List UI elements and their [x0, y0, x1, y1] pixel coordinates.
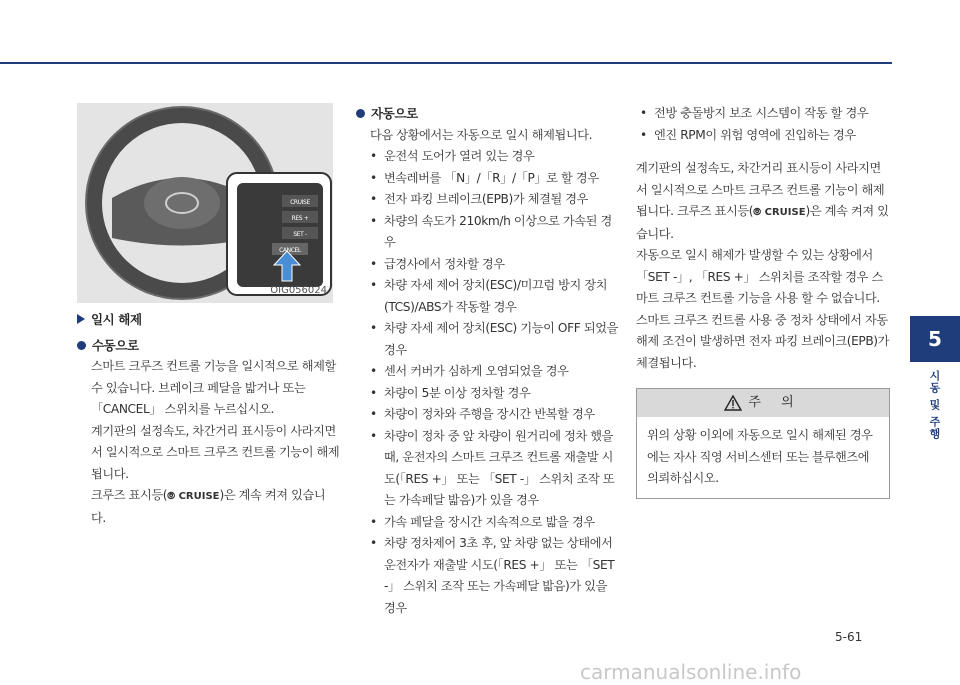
auto-heading-text: 자동으로	[371, 106, 418, 121]
section-title	[77, 309, 340, 331]
list-item: • 차량 자세 제어 장치(ESC) 기능이 OFF 되었을 경우	[370, 318, 620, 361]
figure-label-set: SET -	[293, 231, 307, 238]
bullet-dot-icon	[356, 109, 365, 118]
header-rule	[0, 62, 892, 64]
manual-paragraph-2: 계기판의 설정속도, 차간거리 표시등이 사라지면서 일시적으로 스마트 크루즈 컨트롤 기능이 해제됩니다.	[91, 423, 340, 481]
cruise-icon-label: CRUISE	[764, 207, 806, 218]
caution-title: 주 의	[748, 395, 802, 411]
manual-heading	[77, 335, 340, 357]
list-item: • 전방 충돌방지 보조 시스템이 작동 할 경우	[640, 103, 890, 125]
list-item: • 차량이 정차 중 앞 차량이 원거리에 정차 했을 때, 운전자의 스마트 크루즈 컨트롤 재출발 시도(「RES +」 또는 「SET -」 스위치 조작 또는 가속페달 밟음)가 있을 경우	[370, 426, 620, 512]
chapter-tab	[910, 316, 960, 362]
steering-wheel-figure	[77, 103, 333, 303]
warning-triangle-icon	[724, 395, 742, 411]
figure-label-cancel: CANCEL	[279, 247, 301, 254]
auto-conditions-list	[356, 146, 620, 619]
caution-header	[637, 389, 889, 417]
cruise-indicator-icon: ⦾ CRUISE	[167, 491, 220, 502]
figure-caption: OIG056024	[270, 284, 327, 296]
list-item: • 차량이 5분 이상 정차할 경우	[370, 383, 620, 405]
list-item: • 차량의 속도가 210km/h 이상으로 가속된 경우	[370, 211, 620, 254]
auto-intro: 다음 상황에서는 자동으로 일시 해제됩니다.	[370, 127, 593, 142]
after-paragraph-2: 자동으로 일시 해제가 발생할 수 있는 상황에서 「SET -」, 「RES +」 스위치를 조작할 경우 스마트 크루즈 컨트롤 기능을 사용 할 수 없습니다.	[636, 248, 883, 305]
bullet-dot-icon	[77, 341, 86, 350]
manual-paragraph-3	[77, 485, 340, 529]
manual-heading-text: 수동으로	[92, 337, 139, 353]
after-paragraph-1	[636, 158, 890, 245]
triangle-marker-icon	[77, 314, 85, 324]
chapter-label: 시동 및 주행	[928, 370, 941, 440]
figure-label-res: RES +	[291, 215, 309, 222]
section-title-text: 일시 해제	[91, 312, 142, 327]
list-item: • 엔진 RPM이 위험 영역에 진입하는 경우	[640, 125, 890, 147]
manual-p3-pre: 크루즈 표시등(	[91, 488, 168, 502]
manual-p3-post: )은 계속 켜져 있습니다.	[91, 488, 326, 525]
after-p1-post: )은 계속 켜져 있습니다.	[636, 204, 889, 241]
right-column	[636, 103, 890, 499]
middle-column	[356, 103, 620, 619]
list-item: • 변속레버를 「N」/「R」/「P」로 할 경우	[370, 168, 620, 190]
auto-heading	[356, 103, 620, 125]
caution-body: 위의 상황 이외에 자동으로 일시 해제된 경우에는 자사 직영 서비스센터 또는 블루핸즈에 의뢰하십시오.	[647, 428, 873, 485]
caution-box	[636, 388, 890, 499]
steering-wheel-illustration	[77, 103, 333, 303]
cruise-icon-label: CRUISE	[178, 491, 220, 502]
list-item: • 전자 파킹 브레이크(EPB)가 체결될 경우	[370, 189, 620, 211]
list-item: • 가속 페달을 장시간 지속적으로 밟을 경우	[370, 512, 620, 534]
list-item: • 급경사에서 정차할 경우	[370, 254, 620, 276]
list-item: • 차량 정차제어 3초 후, 앞 차량 없는 상태에서 운전자가 재출발 시도(「RES +」 또는 「SET -」 스위치 조작 또는 가속페달 밟음)가 있을 경우	[370, 533, 620, 619]
page-number: 5-61	[835, 630, 863, 644]
watermark: carmanualsonline.info	[580, 660, 802, 684]
list-item: • 운전석 도어가 열려 있는 경우	[370, 146, 620, 168]
manual-paragraph-1: 스마트 크루즈 컨트롤 기능을 일시적으로 해제할 수 있습니다. 브레이크 페달을 밟거나 또는 「CANCEL」 스위치를 누르십시오.	[91, 359, 336, 416]
after-paragraph-3: 스마트 크루즈 컨트롤 사용 중 정차 상태에서 자동 해제 조건이 발생하면 전자 파킹 브레이크(EPB)가 체결됩니다.	[636, 312, 890, 370]
cruise-indicator-icon: ⦾ CRUISE	[753, 207, 806, 218]
chapter-number: 5	[928, 327, 942, 351]
left-column	[77, 103, 340, 529]
auto-conditions-list-continued	[636, 103, 890, 146]
list-item: • 센서 커버가 심하게 오염되었을 경우	[370, 361, 620, 383]
list-item: • 차량 자세 제어 장치(ESC)/미끄럼 방지 장치(TCS)/ABS가 작동할 경우	[370, 275, 620, 318]
after-p1-pre: 계기판의 설정속도, 차간거리 표시등이 사라지면서 일시적으로 스마트 크루즈 컨트롤 기능이 해제됩니다. 크루즈 표시등(	[636, 161, 885, 218]
figure-label-cruise: CRUISE	[290, 199, 310, 206]
list-item: • 차량이 정차와 주행을 장시간 반복할 경우	[370, 404, 620, 426]
